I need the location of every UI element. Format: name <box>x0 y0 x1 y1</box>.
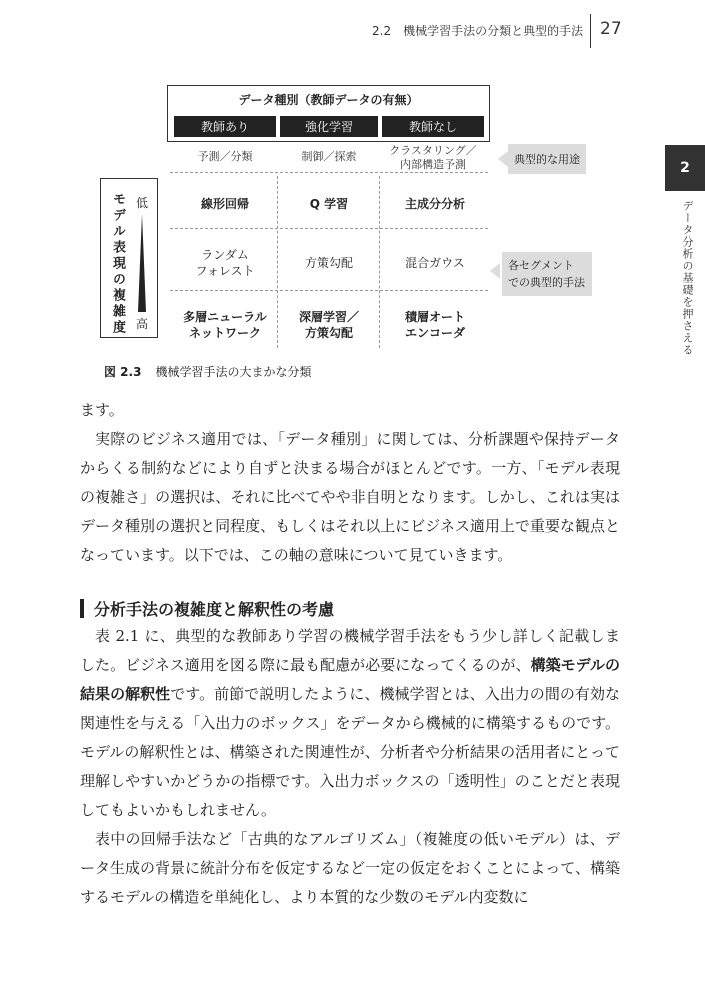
use-label-supervised: 予測／分類 <box>197 150 253 163</box>
grid-line <box>379 176 380 348</box>
emphasis-interpretability: 構築モデルの結果の解釈性 <box>80 656 620 703</box>
paragraph-interpretability-part-1: 表 2.1 に、典型的な教師あり学習の機械学習手法をもう少し詳しく記載しました。ビジネス適用を図る際に最も配慮が必要になってくるのが、 <box>80 627 620 674</box>
paragraph-data-type: 実際のビジネス適用では、「データ種別」に関しては、分析課題や保持データからくる制約などにより自ずと決まる場合がほとんどです。一方、「モデル表現の複雑さ」の選択は、それに比べてやや非自明となります。しかし、これは実はデータ種別の選択と同程度、もしくはそれ以上にビジネス適用上で重要な観点となっています。以下では、この軸の意味について見ていきます。 <box>80 430 620 564</box>
chapter-tab-title: データ分析の基礎を押さえる <box>681 200 694 356</box>
paragraph-classical-algorithms: 表中の回帰手法など「古典的なアルゴリズム」（複雑度の低いモデル）は、データ生成の背景に統計分布を仮定するなど一定の仮定をおくことによって、構築するモデルの構造を単純化し、より本質的な少数のモデル内変数に <box>80 830 620 906</box>
section-title: 分析手法の複雑度と解釈性の考慮 <box>94 600 335 619</box>
callout-segment-line-1: 各セグメント <box>508 259 574 272</box>
use-label-unsupervised: クラスタリング／ 内部構造予測 <box>389 144 477 171</box>
cell-multilayer-nn: 多層ニューラル ネットワーク <box>183 310 267 340</box>
cell-gaussian-mixture: 混合ガウス <box>405 256 465 270</box>
column-header-reinforcement: 強化学習 <box>280 116 378 137</box>
callout-typical-uses: 典型的な用途 <box>508 144 586 174</box>
column-header-unsupervised: 教師なし <box>382 116 484 137</box>
grid-line <box>170 172 488 173</box>
axis-low-label: 低 <box>136 196 149 210</box>
paragraph-continuation: ます。 <box>80 401 124 419</box>
running-header-title: 2.2 機械学習手法の分類と典型的手法 <box>372 24 584 38</box>
data-type-title: データ種別（教師データの有無） <box>238 93 419 107</box>
section-marker <box>80 599 84 618</box>
column-header-supervised: 教師あり <box>174 116 276 137</box>
body-block-1 <box>80 396 620 570</box>
complexity-wedge-icon <box>137 214 147 312</box>
body-block-2 <box>80 622 620 912</box>
cell-random-forest: ランダム フォレスト <box>195 248 255 278</box>
header-divider <box>590 14 591 48</box>
callout-pointer <box>498 151 508 167</box>
complexity-axis-label: モデル表現の複雑度 <box>110 192 125 336</box>
cell-policy-gradient: 方策勾配 <box>304 256 353 270</box>
cell-deep-learning: 深層学習／ 方策勾配 <box>298 310 359 340</box>
grid-line <box>170 228 488 229</box>
paragraph-interpretability-part-2: です。前節で説明したように、機械学習とは、入出力の間の有効な関連性を与える「入出力のボックス」をデータから機械的に構築するものです。モデルの解釈性とは、構築された関連性が、分析者や分析結果の活用者にとって理解しやすいかどうかの指標です。入出力ボックスの「透明性」のことだと表現してもよいかもしれません。 <box>80 685 620 819</box>
figure-caption-number: 図 2.3 <box>104 365 142 379</box>
paragraph-interpretability <box>80 622 620 825</box>
complexity-axis-box <box>100 178 158 338</box>
cell-linear-regression: 線形回帰 <box>200 197 249 211</box>
callout-pointer <box>490 263 500 279</box>
figure-caption <box>104 363 311 380</box>
page-number: 27 <box>600 19 622 39</box>
axis-high-label: 高 <box>136 317 149 331</box>
cell-pca: 主成分分析 <box>404 197 465 211</box>
cell-stacked-autoencoder: 積層オート エンコーダ <box>404 310 465 340</box>
grid-line <box>170 290 488 291</box>
callout-segment-line-2: での典型的手法 <box>508 276 585 289</box>
use-label-reinforcement: 制御／探索 <box>301 150 357 163</box>
figure-caption-text: 機械学習手法の大まかな分類 <box>155 365 312 379</box>
cell-q-learning: Q 学習 <box>309 197 349 211</box>
chapter-tab-number: 2 <box>665 145 705 191</box>
callout-segment-methods <box>502 252 592 296</box>
